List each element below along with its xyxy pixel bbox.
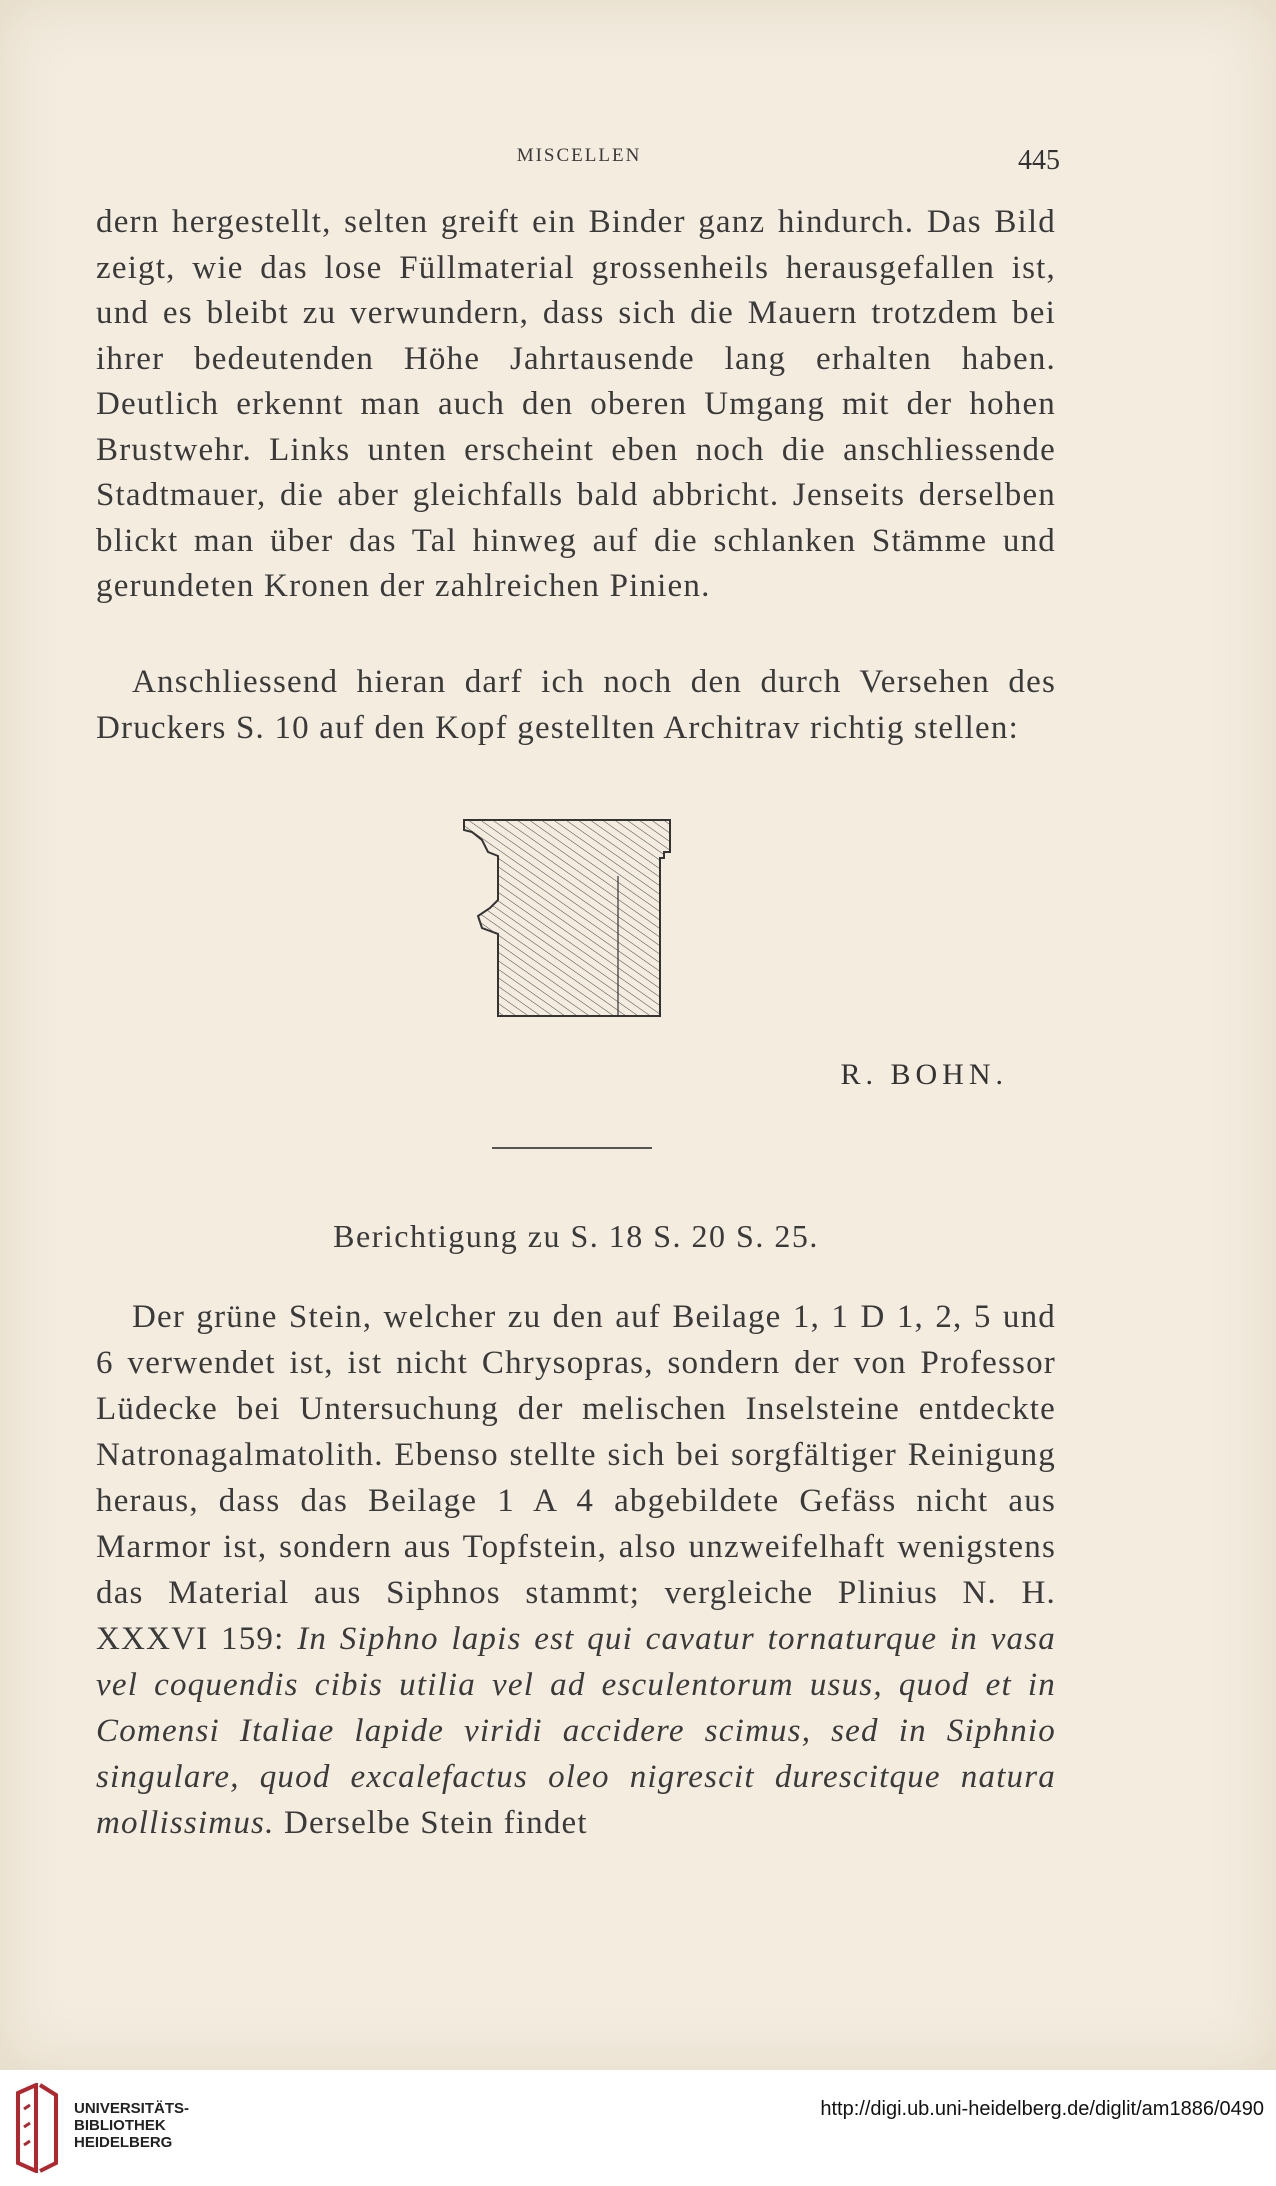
- paragraph-2: [96, 660, 1056, 751]
- paragraph-3-start: Der grüne Stein, welcher zu den auf Beilage 1, 1 D 1, 2, 5 und 6 verwendet ist, ist nicht Chrysopras, sondern der von Professor Lüdecke bei Untersuchung der melischen Inselsteine entdeckte Natronagalmatolith. Ebenso stellte sich bei sorgfältiger Reinigung heraus, dass das Beilage 1 A 4 abgebildete Gefäss nicht aus Marmor ist, sondern aus Topfstein, also unzweifelhaft wenigstens das Material aus Siphnos stammt; vergleiche Plinius N. H. XXXVI 159:: [96, 1299, 1056, 1657]
- paragraph-2-text: Anschliessend hieran darf ich noch den durch Versehen des Druckers S. 10 auf den Kopf gestellten Architrav richtig stellen:: [96, 664, 1056, 746]
- footer-bar: [0, 2070, 1276, 2186]
- page-number: 445: [1018, 145, 1060, 176]
- author-signature: R. BOHN.: [840, 1058, 1008, 1091]
- paragraph-1: [96, 200, 1056, 610]
- institution-line-3: HEIDELBERG: [74, 2134, 173, 2151]
- latin-quote: In Siphno lapis est qui cavatur tornaturque in vasa vel coquendis cibis utilia vel ad esculentorum usus, quod et in Comensi Italiae lapide viridi accidere scimus, sed in Siphnio singulare, quod excalefactus oleo nigrescit durescitque natura mollissimus.: [96, 1621, 1056, 1841]
- paragraph-3-end: Derselbe Stein findet: [274, 1805, 588, 1841]
- paragraph-3-text: [96, 1294, 1056, 1846]
- source-url-link[interactable]: http://digi.ub.uni-heidelberg.de/diglit/am1886/0490: [820, 2098, 1264, 2120]
- architrave-profile: [464, 820, 670, 1016]
- institution-line-2: BIBLIOTHEK: [74, 2117, 166, 2134]
- library-logo-icon[interactable]: [14, 2083, 60, 2173]
- institution-name: [74, 2100, 189, 2151]
- running-title: MISCELLEN: [516, 145, 642, 166]
- paragraph-3: [96, 1294, 1056, 1846]
- separator-rule: [492, 1147, 652, 1149]
- running-head: [98, 145, 1060, 185]
- paragraph-1-text: dern hergestellt, selten greift ein Binder ganz hindurch. Das Bild zeigt, wie das lose Füllmaterial grossenheils herausgefallen ist, und es bleibt zu verwundern, dass sich die Mauern trotzdem bei ihrer bedeutenden Höhe Jahrtausende lang erhalten haben. Deutlich erkennt man auch den oberen Umgang mit der hohen Brustwehr. Links unten erscheint eben noch die anschliessende Stadtmauer, die aber gleichfalls bald abbricht. Jenseits derselben blickt man über das Tal hinweg auf die schlanken Stämme und gerundeten Kronen der zahlreichen Pinien.: [96, 204, 1056, 604]
- section-heading: Berichtigung zu S. 18 S. 20 S. 25.: [333, 1218, 819, 1254]
- architrave-drawing: [462, 816, 682, 1026]
- institution-line-1: UNIVERSITÄTS-: [74, 2100, 190, 2117]
